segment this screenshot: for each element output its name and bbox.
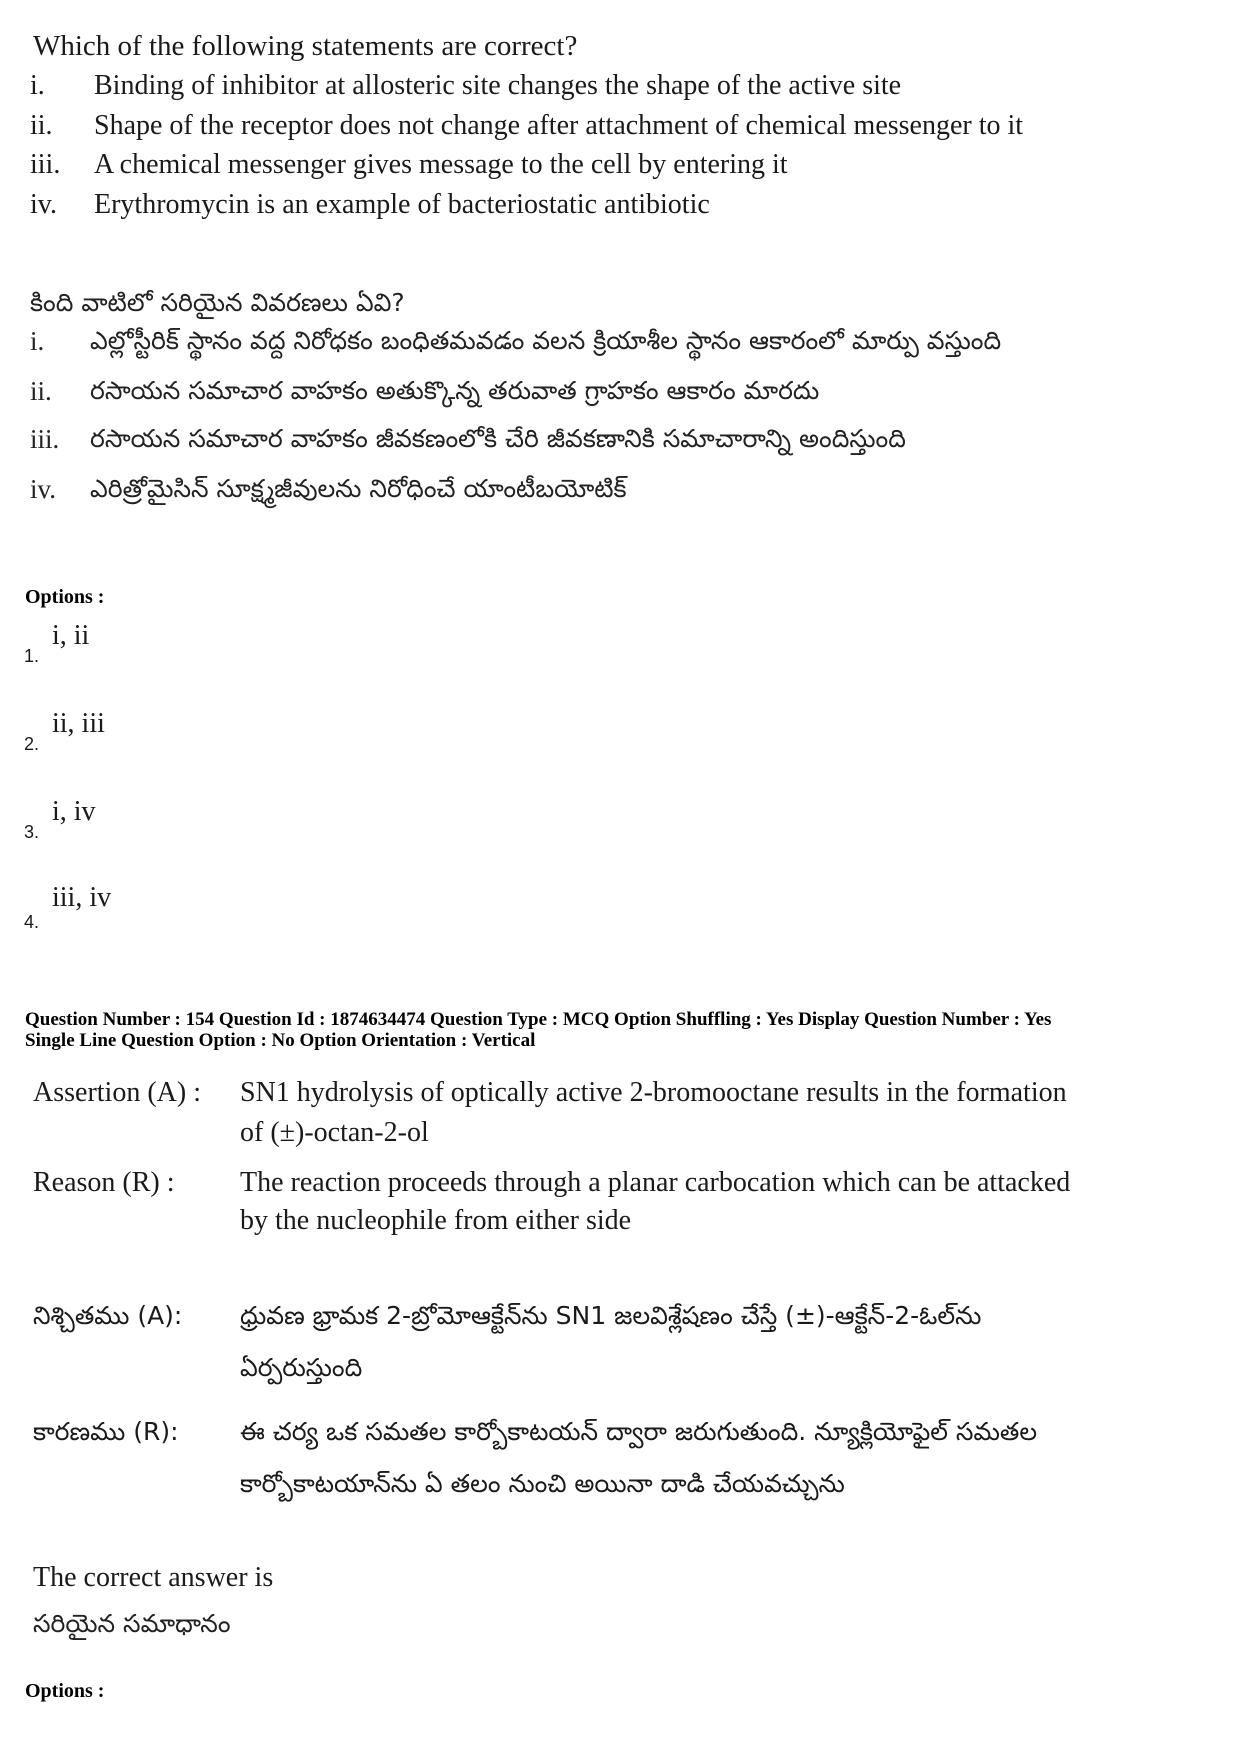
option-value: i, iv [52, 796, 96, 827]
statement-te-4 [30, 474, 1210, 508]
statement-en-4 [30, 189, 1210, 219]
question-stem-te: కింది వాటిలో సరియైన వివరణలు ఏవి? [30, 288, 405, 317]
option-value: ii, iii [52, 708, 105, 739]
option-number: 3. [24, 822, 40, 842]
statement-number: i. [30, 70, 45, 101]
statement-number: iii. [30, 149, 61, 180]
statement-text: రసాయన సమాచార వాహకం జీవకణంలోకి చేరి జీవకణానికి సమాచారాన్ని అందిస్తుంది [90, 424, 906, 453]
option-2[interactable] [24, 708, 224, 758]
statement-text: Binding of inhibitor at allosteric site changes the shape of the active site [94, 70, 902, 101]
correct-answer-prompt-te: సరియైన సమాధానం [33, 1609, 231, 1638]
option-value: iii, iv [52, 882, 112, 913]
assertion-line-2-te: ఏర్పరుస్తుంది [240, 1353, 363, 1382]
reason-label: Reason (R) : [33, 1167, 175, 1198]
assertion-line-1-te: ధ్రువణ భ్రామక 2-బ్రోమోఆక్టేన్‌ను SN1 జలవిశ్లేషణం చేస్తే (±)-ఆక్టేన్-2-ఓల్‌ను [240, 1301, 982, 1330]
question-stem-en: Which of the following statements are correct? [33, 30, 578, 62]
assertion-label: Assertion (A) : [33, 1077, 201, 1108]
statement-text: Shape of the receptor does not change after attachment of chemical messenger to it [94, 110, 1024, 141]
statement-number: iv. [30, 189, 57, 220]
reason-label-te: కారణము (R): [33, 1417, 179, 1446]
option-number: 4. [24, 912, 40, 932]
reason-line-1: The reaction proceeds through a planar carbocation which can be attacked [240, 1167, 1071, 1198]
question-meta-line-2: Single Line Question Option : No Option Orientation : Vertical [25, 1030, 536, 1051]
option-number: 1. [24, 646, 40, 666]
statement-number: iii. [30, 424, 60, 454]
option-1[interactable] [24, 620, 224, 670]
assertion-line-2: of (±)-octan-2-ol [240, 1117, 429, 1148]
options-label: Options : [25, 586, 105, 608]
statement-number: ii. [30, 110, 53, 141]
statement-en-1 [30, 70, 1210, 100]
options-label: Options : [25, 1680, 105, 1702]
option-value: i, ii [52, 620, 90, 651]
statement-te-1 [30, 326, 1210, 360]
option-3[interactable] [24, 796, 224, 846]
statement-number: iv. [30, 474, 56, 504]
statement-text: ఎల్లోస్టీరిక్ స్థానం వద్ద నిరోధకం బంధితమవడం వలన క్రియాశీల స్థానం ఆకారంలో మార్పు వస్తుంది [90, 326, 1002, 355]
reason-line-2: by the nucleophile from either side [240, 1205, 632, 1236]
assertion-label-te: నిశ్చితము (A): [33, 1301, 183, 1330]
correct-answer-prompt-en: The correct answer is [33, 1562, 274, 1593]
statement-en-3 [30, 149, 1210, 179]
assertion-line-1: SN1 hydrolysis of optically active 2-bromooctane results in the formation [240, 1077, 1067, 1108]
statement-number: ii. [30, 376, 52, 406]
reason-line-2-te: కార్బోకాటయాన్‌ను ఏ తలం నుంచి అయినా దాడి చేయవచ్చును [240, 1469, 845, 1498]
statement-number: i. [30, 326, 45, 356]
reason-line-1-te: ఈ చర్య ఒక సమతల కార్బోకాటయన్ ద్వారా జరుగుతుంది. న్యూక్లియోఫైల్ సమతల [240, 1417, 1038, 1446]
statement-text: A chemical messenger gives message to the cell by entering it [94, 149, 788, 180]
statement-te-3 [30, 424, 1210, 458]
statement-en-2 [30, 110, 1210, 140]
question-meta-line-1: Question Number : 154 Question Id : 1874634474 Question Type : MCQ Option Shuffling : Yes Display Question Number : Yes [25, 1009, 1052, 1030]
statement-text: Erythromycin is an example of bacteriostatic antibiotic [94, 189, 710, 220]
option-number: 2. [24, 734, 40, 754]
statement-te-2 [30, 376, 1210, 410]
option-4[interactable] [24, 882, 224, 932]
statement-text: ఎరిత్రోమైసిన్ సూక్ష్మజీవులను నిరోధించే యాంటీబయోటిక్ [90, 474, 627, 503]
statement-text: రసాయన సమాచార వాహకం అతుక్కొన్న తరువాత గ్రాహకం ఆకారం మారదు [90, 376, 820, 405]
